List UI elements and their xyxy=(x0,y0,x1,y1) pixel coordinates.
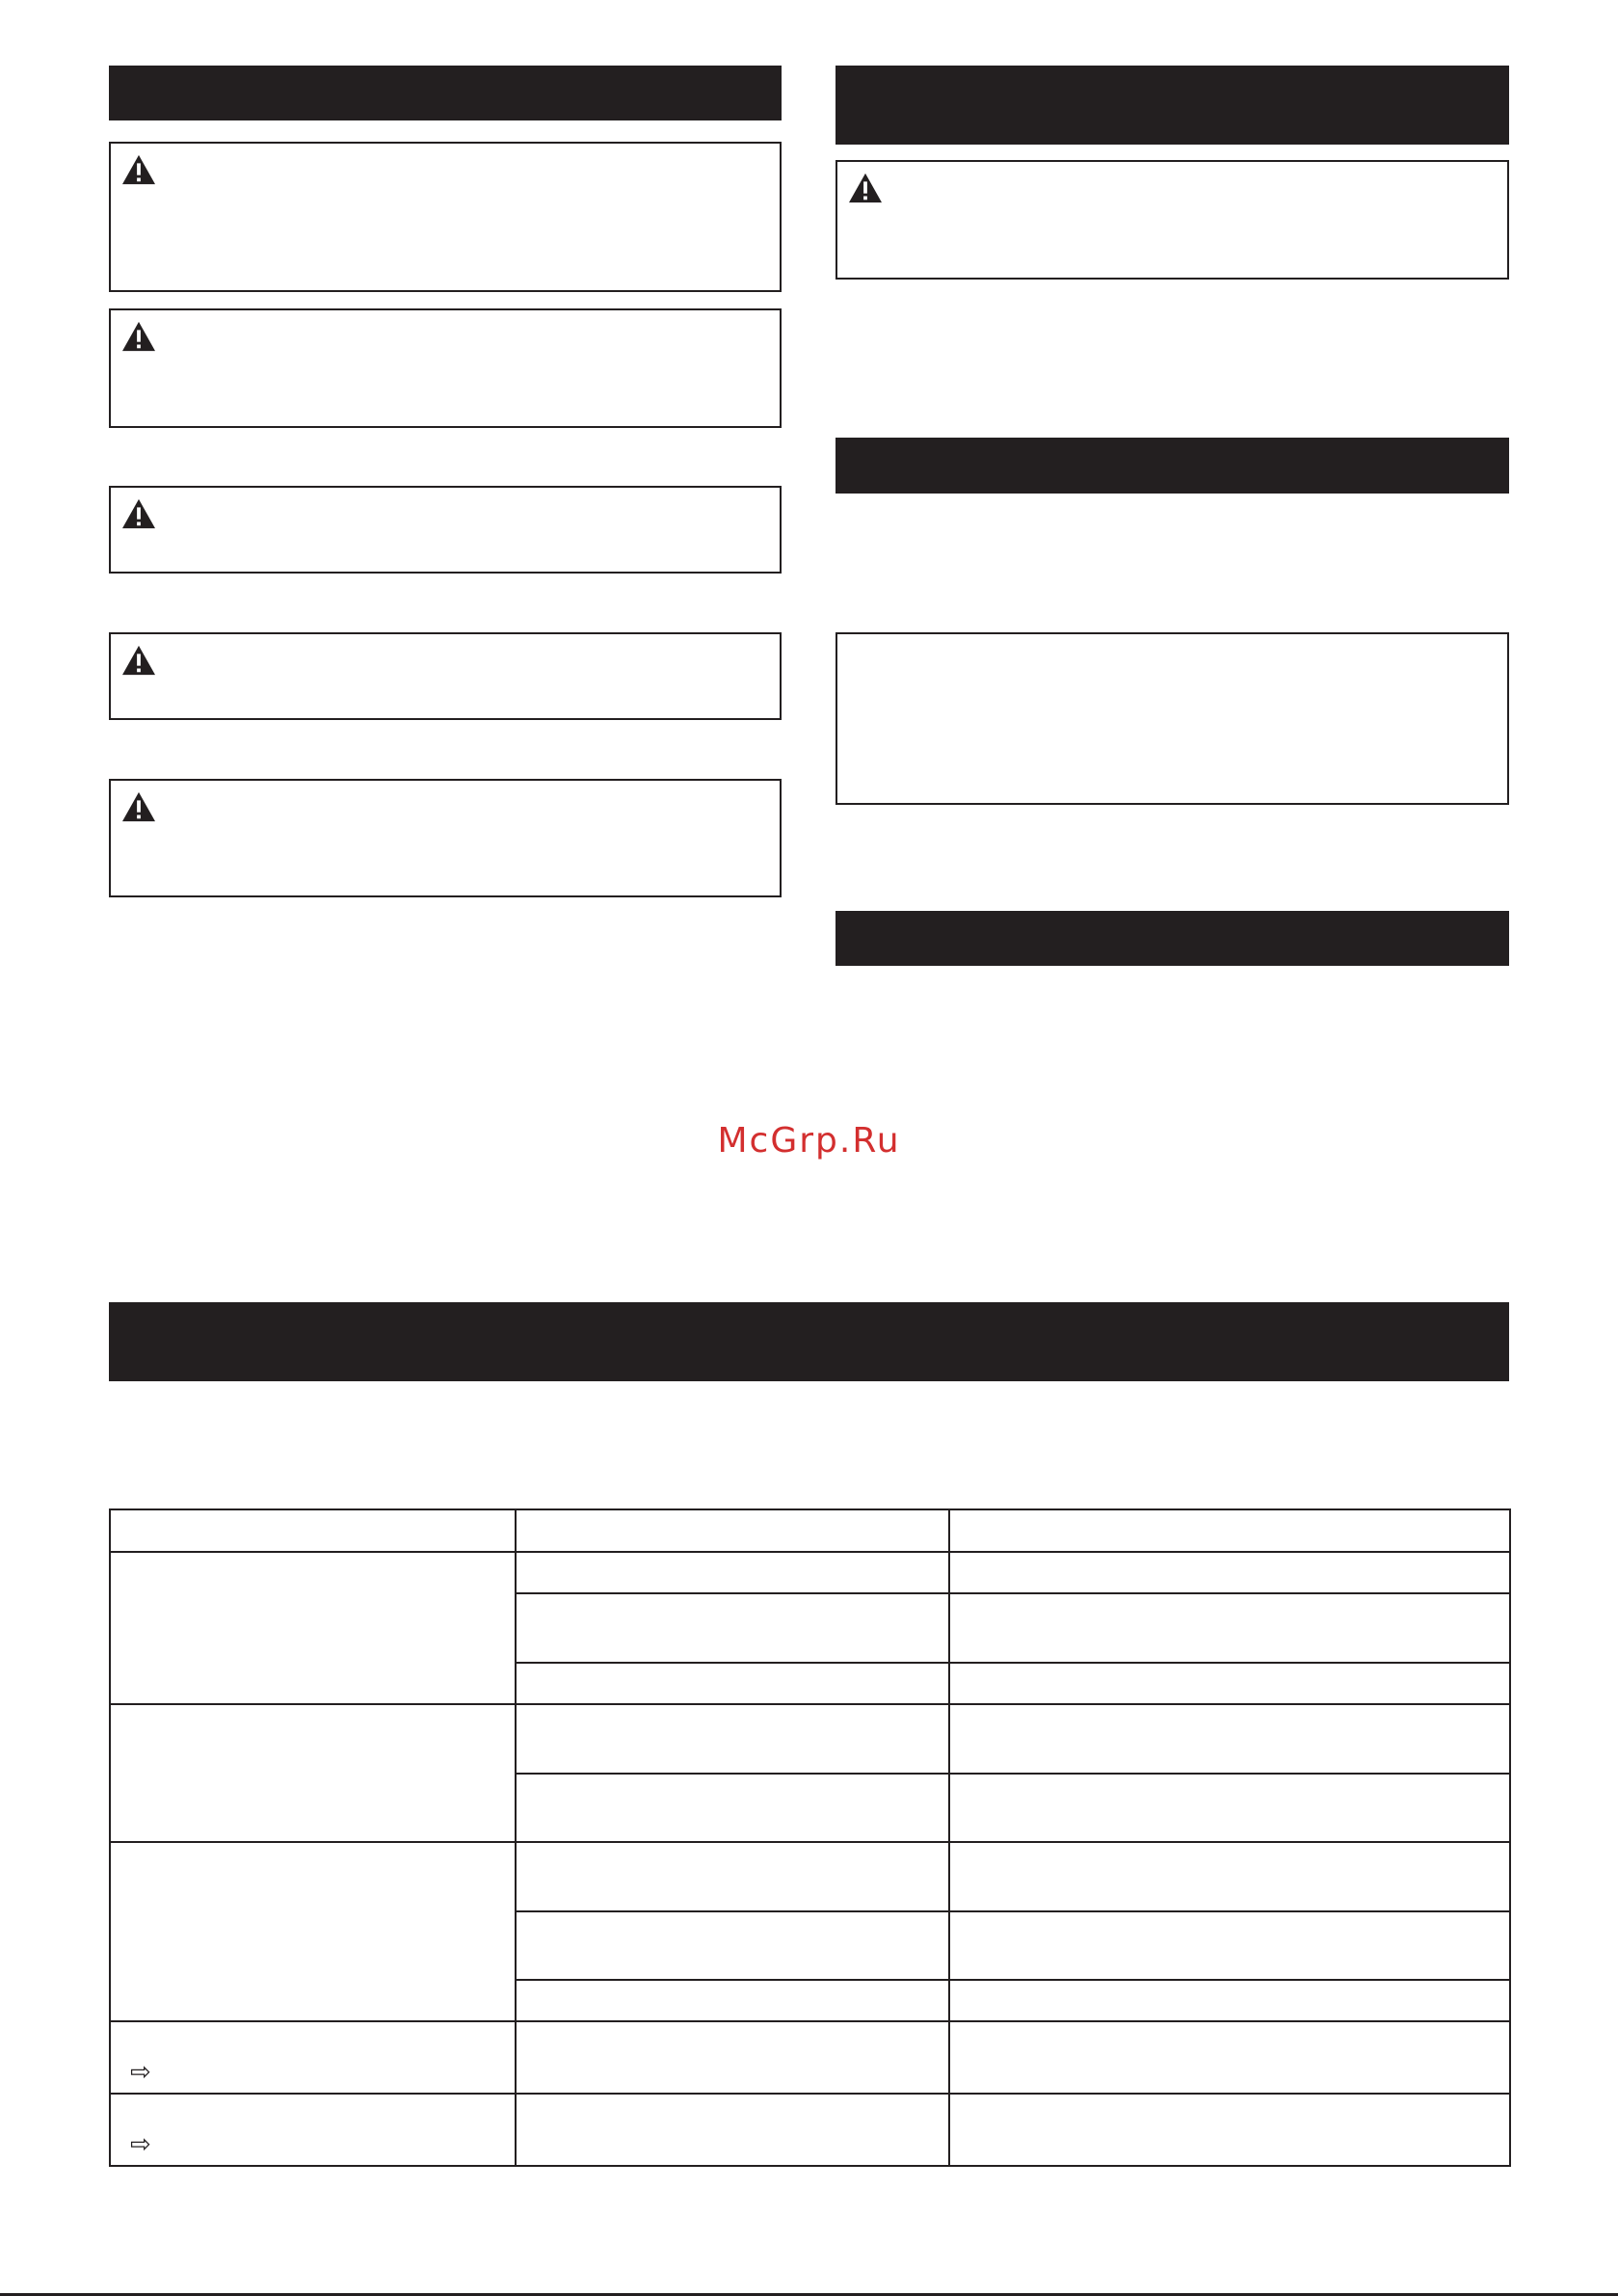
table-cell xyxy=(516,1980,949,2021)
table-cell xyxy=(949,1774,1510,1842)
table-cell xyxy=(516,1842,949,1911)
table-cell xyxy=(949,1980,1510,2021)
arrow-right-outline-icon: ⇨ xyxy=(130,2130,151,2159)
table-cell xyxy=(949,2094,1510,2166)
table-group-cell xyxy=(110,1842,516,2021)
table-cell xyxy=(516,2094,949,2166)
table-row xyxy=(110,2094,1510,2166)
table-cell xyxy=(516,1911,949,1980)
troubleshooting-table xyxy=(109,1508,1511,2167)
table-cell xyxy=(949,1552,1510,1593)
table-header-cell xyxy=(949,1509,1510,1552)
table-cell xyxy=(949,2021,1510,2094)
table-cell xyxy=(949,1704,1510,1774)
warning-triangle-icon xyxy=(120,790,157,823)
table-cell xyxy=(949,1911,1510,1980)
table-group-cell xyxy=(110,1704,516,1842)
warning-box-3 xyxy=(109,486,782,574)
table-cell-with-arrow xyxy=(110,2021,516,2094)
table-cell xyxy=(949,1663,1510,1704)
section-header-right-1 xyxy=(836,66,1509,145)
section-header-left-1 xyxy=(109,66,782,120)
table-cell xyxy=(516,1663,949,1704)
table-header-cell xyxy=(110,1509,516,1552)
table-row xyxy=(110,2021,1510,2094)
section-header-right-2 xyxy=(836,438,1509,494)
table-header-cell xyxy=(516,1509,949,1552)
table-cell xyxy=(949,1842,1510,1911)
table-group-cell xyxy=(110,1552,516,1704)
table-row xyxy=(110,1842,1510,1911)
table-cell xyxy=(516,1593,949,1663)
arrow-right-outline-icon: ⇨ xyxy=(130,2058,151,2087)
table-cell xyxy=(949,1593,1510,1663)
warning-triangle-icon xyxy=(120,497,157,530)
watermark-text: McGrp.Ru xyxy=(717,1121,901,1161)
table-header-row xyxy=(110,1509,1510,1552)
table-row xyxy=(110,1552,1510,1593)
table-cell xyxy=(516,2021,949,2094)
warning-triangle-icon xyxy=(120,320,157,353)
warning-triangle-icon xyxy=(847,172,884,204)
note-box xyxy=(836,632,1509,805)
table-cell xyxy=(516,1704,949,1774)
warning-box-2 xyxy=(109,308,782,428)
table-cell-with-arrow xyxy=(110,2094,516,2166)
warning-box-6 xyxy=(836,160,1509,280)
warning-box-5 xyxy=(109,779,782,897)
table-row xyxy=(110,1704,1510,1774)
section-header-full-width xyxy=(109,1302,1509,1381)
warning-triangle-icon xyxy=(120,644,157,677)
warning-box-1 xyxy=(109,142,782,292)
table-cell xyxy=(516,1774,949,1842)
warning-box-4 xyxy=(109,632,782,720)
warning-triangle-icon xyxy=(120,153,157,186)
table-cell xyxy=(516,1552,949,1593)
section-header-right-3 xyxy=(836,911,1509,966)
